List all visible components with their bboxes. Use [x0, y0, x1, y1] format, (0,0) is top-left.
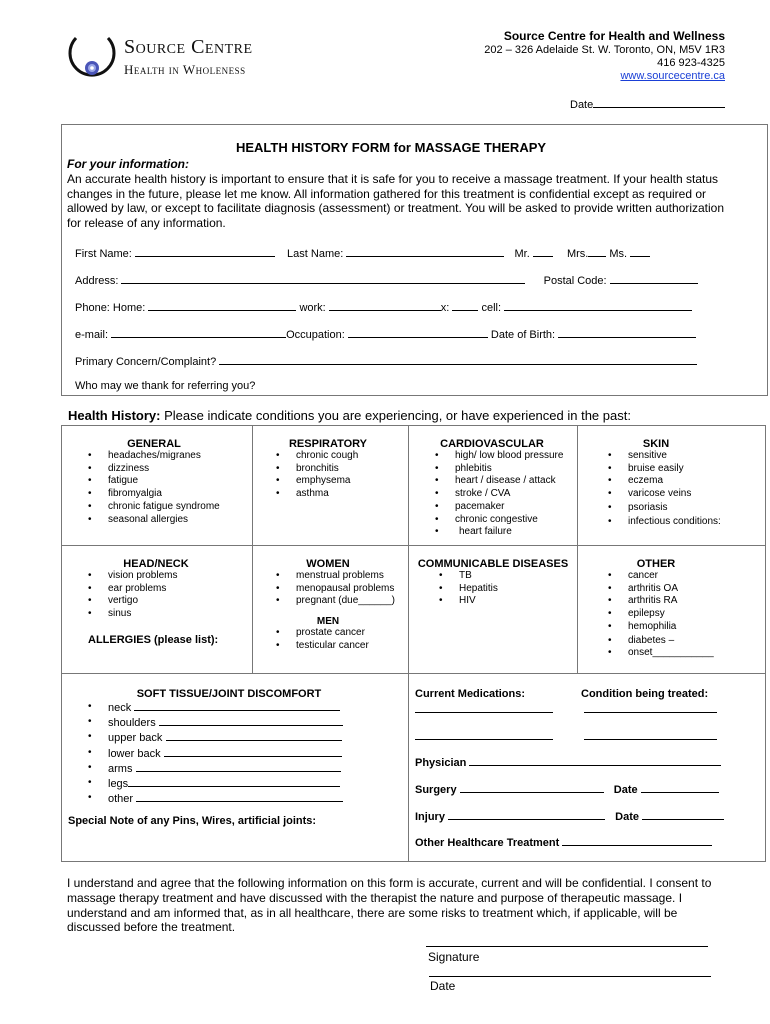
- email-label: e-mail:: [75, 329, 109, 341]
- soft-tissue-section: [84, 688, 404, 806]
- work-phone-input[interactable]: [329, 300, 441, 311]
- soft-tissue-title: SOFT TISSUE/JOINT DISCOMFORT: [136, 688, 322, 700]
- address-input[interactable]: [121, 273, 525, 284]
- cell-label: cell:: [481, 302, 502, 314]
- soft-tissue-list: [84, 700, 404, 806]
- condition-continuation: • heart failure: [431, 526, 577, 539]
- skin-title: SKIN: [642, 438, 670, 450]
- row-address: [75, 273, 755, 287]
- general-title: GENERAL: [127, 438, 181, 450]
- referral-label: Who may we thank for referring you?: [75, 380, 256, 392]
- email-input[interactable]: [111, 327, 286, 338]
- general-list: [84, 450, 252, 526]
- injury-date-input[interactable]: [642, 809, 724, 820]
- condition-checkbox[interactable]: • TB: [435, 570, 577, 583]
- condition-checkbox[interactable]: • bronchitis: [272, 463, 408, 476]
- source-centre-logo-icon: [64, 30, 120, 86]
- clinic-name: Source Centre for Health and Wellness: [503, 29, 725, 43]
- condition-checkbox[interactable]: • vision problems: [84, 570, 252, 583]
- row-concern: [75, 354, 755, 368]
- extension-label: x:: [440, 302, 450, 314]
- condition-checkbox[interactable]: • fibromyalgia: [84, 488, 252, 501]
- row-email: [75, 327, 755, 341]
- header-date-label: Date: [570, 99, 594, 111]
- condition-input[interactable]: [584, 712, 717, 713]
- cardiovascular-title: CARDIOVASCULAR: [440, 438, 544, 450]
- special-note-label: Special Note of any Pins, Wires, artificial joints:: [68, 815, 317, 827]
- condition-checkbox[interactable]: • psoriasis: [604, 502, 764, 515]
- signature-input[interactable]: [426, 946, 708, 947]
- last-name-input[interactable]: [346, 246, 504, 257]
- clinic-website-link[interactable]: www.sourcecentre.ca: [620, 70, 725, 82]
- condition-checkbox[interactable]: • pacemaker: [431, 501, 577, 514]
- postal-code-input[interactable]: [610, 273, 698, 284]
- condition-continuation: • onset___________: [604, 647, 764, 660]
- discomfort-item[interactable]: [84, 700, 404, 715]
- postal-code-label: Postal Code:: [543, 275, 607, 287]
- condition-checkbox[interactable]: • sensitive: [604, 450, 764, 463]
- condition-checkbox[interactable]: • ear problems: [84, 583, 252, 596]
- discomfort-item[interactable]: [84, 791, 404, 806]
- cell-input[interactable]: [504, 300, 692, 311]
- cardiovascular-list: [431, 450, 577, 539]
- respiratory-section: [272, 438, 408, 501]
- allergies-label: ALLERGIES (please list):: [88, 634, 219, 646]
- consent-date-label: Date: [430, 979, 456, 993]
- clinic-info: [405, 30, 725, 83]
- grid-divider: [61, 673, 766, 674]
- respiratory-title: RESPIRATORY: [288, 438, 368, 450]
- info-heading: For your information:: [67, 157, 189, 171]
- other-treatment-label: Other Healthcare Treatment: [415, 837, 560, 849]
- primary-concern-input[interactable]: [219, 354, 697, 365]
- condition-checkbox[interactable]: • testicular cancer: [272, 640, 408, 653]
- consent-text: I understand and agree that the following information on this form is accurate, current and will be confidential. I consent to massage therapy treatment and have discussed with the therapist the nature and purpose of therapeutic massage. I understand and am informed that, as in all healthcare, there are some risks to treatment which, if applicable, will be discussed before the treatment.: [67, 876, 712, 935]
- dob-label: Date of Birth:: [490, 329, 556, 341]
- physician-label: Physician: [415, 757, 467, 769]
- skin-list: [604, 450, 764, 528]
- men-title: MEN: [316, 616, 340, 628]
- logo: [64, 30, 284, 86]
- condition-checkbox[interactable]: • sinus: [84, 608, 252, 621]
- condition-checkbox[interactable]: • eczema: [604, 475, 764, 488]
- last-name-label: Last Name:: [287, 248, 344, 260]
- logo-name: Source Centre: [124, 36, 253, 58]
- discomfort-item[interactable]: [84, 746, 404, 761]
- communicable-title: COMMUNICABLE DISEASES: [417, 558, 569, 570]
- condition-checkbox[interactable]: • diabetes –: [604, 635, 764, 648]
- skin-section: [604, 438, 764, 528]
- info-text: An accurate health history is important to ensure that it is safe for you to receive a massage treatment. If your health status changes in the future, please let me know. All information gathered for this treatment is confidential except as required or allowed by law, or except to facilitate diagnosis (assessment) or treatment. You will be asked to provide written authorization for release of any information.: [67, 172, 725, 230]
- row-phone: [75, 300, 755, 314]
- health-history-prompt: Please indicate conditions you are experiencing, or have experienced in the past:: [164, 408, 631, 423]
- other-treatment-field: [415, 835, 712, 849]
- surgery-field: [415, 782, 719, 796]
- condition-checkbox[interactable]: • chronic cough: [272, 450, 408, 463]
- condition-checkbox[interactable]: • chronic congestive: [431, 514, 577, 527]
- phone-home-label: Phone: Home:: [75, 302, 146, 314]
- grid-divider: [577, 425, 578, 673]
- discomfort-label: arms: [108, 762, 133, 775]
- health-history-heading: [68, 408, 758, 423]
- ms-input[interactable]: [630, 246, 650, 257]
- grid-divider: [61, 545, 766, 546]
- condition-checkbox[interactable]: • arthritis OA: [604, 583, 764, 596]
- other-section: [604, 558, 764, 660]
- condition-checkbox[interactable]: • menstrual problems: [272, 570, 408, 583]
- condition-checkbox[interactable]: • fatigue: [84, 475, 252, 488]
- condition-checkbox[interactable]: • seasonal allergies: [84, 514, 252, 527]
- men-list: [272, 627, 408, 652]
- condition-checkbox[interactable]: • heart / disease / attack: [431, 475, 577, 488]
- condition-input[interactable]: [584, 739, 717, 740]
- injury-field: [415, 809, 724, 823]
- condition-checkbox[interactable]: • headaches/migranes: [84, 450, 252, 463]
- grid-divider: [408, 425, 409, 862]
- head-neck-title: HEAD/NECK: [123, 558, 189, 570]
- discomfort-label: upper back: [108, 732, 163, 745]
- condition-checkbox[interactable]: • epilepsy: [604, 608, 764, 621]
- condition-checkbox[interactable]: • infectious conditions:: [604, 516, 764, 529]
- condition-checkbox[interactable]: • emphysema: [272, 475, 408, 488]
- condition-checkbox[interactable]: • Hepatitis: [435, 583, 577, 596]
- medication-input[interactable]: [415, 739, 553, 740]
- condition-checkbox[interactable]: • high/ low blood pressure: [431, 450, 577, 463]
- form-title: HEALTH HISTORY FORM for MASSAGE THERAPY: [235, 140, 547, 155]
- condition-checkbox[interactable]: • arthritis RA: [604, 595, 764, 608]
- condition-checkbox[interactable]: • asthma: [272, 488, 408, 501]
- condition-checkbox[interactable]: • menopausal problems: [272, 583, 408, 596]
- condition-checkbox[interactable]: • hemophilia: [604, 621, 764, 634]
- condition-checkbox[interactable]: • pregnant (due______): [272, 595, 408, 608]
- occupation-label: Occupation:: [286, 329, 345, 341]
- dob-input[interactable]: [558, 327, 696, 338]
- discomfort-label: lower back: [108, 747, 161, 760]
- condition-checkbox[interactable]: • chronic fatigue syndrome: [84, 501, 252, 514]
- discomfort-label: other: [108, 793, 134, 806]
- mrs-label: Mrs.: [566, 248, 589, 260]
- work-phone-label: work:: [299, 302, 326, 314]
- injury-label: Injury: [415, 811, 445, 823]
- discomfort-label: shoulders: [108, 717, 156, 730]
- injury-date-label: Date: [615, 811, 639, 823]
- surgery-input[interactable]: [460, 782, 604, 793]
- condition-checkbox[interactable]: • dizziness: [84, 463, 252, 476]
- ms-label: Ms.: [609, 248, 628, 260]
- discomfort-item[interactable]: [84, 730, 404, 745]
- surgery-date-input[interactable]: [641, 782, 719, 793]
- signature-label: Signature: [428, 950, 480, 964]
- respiratory-list: [272, 450, 408, 501]
- head-neck-section: [84, 558, 252, 621]
- discomfort-label: legs: [108, 778, 129, 791]
- condition-checkbox[interactable]: • phlebitis: [431, 463, 577, 476]
- clinic-phone: 416 923-4325: [657, 57, 725, 69]
- current-medications-label: Current Medications:: [415, 688, 526, 700]
- communicable-section: [412, 558, 577, 608]
- phone-home-input[interactable]: [148, 300, 296, 311]
- other-list: [604, 570, 764, 660]
- women-list: [272, 570, 408, 608]
- header-date-field[interactable]: [570, 97, 725, 111]
- address-label: Address:: [75, 275, 119, 287]
- physician-input[interactable]: [469, 755, 721, 766]
- communicable-list: [435, 570, 577, 608]
- consent-date-input[interactable]: [429, 976, 711, 977]
- health-history-title: Health History:: [68, 408, 161, 423]
- discomfort-item[interactable]: [84, 715, 404, 730]
- surgery-label: Surgery: [415, 784, 457, 796]
- other-treatment-input[interactable]: [562, 835, 712, 846]
- head-neck-list: [84, 570, 252, 621]
- mr-input[interactable]: [533, 246, 553, 257]
- condition-checkbox[interactable]: • vertigo: [84, 595, 252, 608]
- condition-checkbox[interactable]: • stroke / CVA: [431, 488, 577, 501]
- condition-checkbox[interactable]: • varicose veins: [604, 488, 764, 501]
- logo-tagline: Health in Wholeness: [124, 62, 246, 77]
- women-title: WOMEN: [306, 558, 350, 570]
- condition-checkbox[interactable]: • prostate cancer: [272, 627, 408, 640]
- row-name: [75, 246, 755, 260]
- physician-field: [415, 755, 721, 769]
- occupation-input[interactable]: [348, 327, 488, 338]
- discomfort-item[interactable]: [84, 761, 404, 776]
- medication-input[interactable]: [415, 712, 553, 713]
- mrs-input[interactable]: [588, 246, 606, 257]
- cardiovascular-section: [431, 438, 577, 539]
- first-name-input[interactable]: [135, 246, 275, 257]
- grid-divider: [252, 425, 253, 673]
- general-section: [84, 438, 252, 526]
- condition-checkbox[interactable]: • HIV: [435, 595, 577, 608]
- discomfort-label: neck: [108, 702, 132, 714]
- condition-checkbox[interactable]: • bruise easily: [604, 463, 764, 476]
- discomfort-item[interactable]: [84, 776, 404, 791]
- injury-input[interactable]: [448, 809, 605, 820]
- women-section: [272, 558, 408, 653]
- mr-label: Mr.: [514, 248, 530, 260]
- primary-concern-label: Primary Concern/Complaint?: [75, 356, 217, 368]
- other-title: OTHER: [636, 558, 676, 570]
- clinic-address: 202 – 326 Adelaide St. W. Toronto, ON, M5V 1R3: [484, 44, 725, 56]
- first-name-label: First Name:: [75, 248, 132, 260]
- condition-checkbox[interactable]: • cancer: [604, 570, 764, 583]
- extension-input[interactable]: [452, 300, 478, 311]
- surgery-date-label: Date: [613, 784, 638, 796]
- condition-treated-label: Condition being treated:: [581, 688, 709, 700]
